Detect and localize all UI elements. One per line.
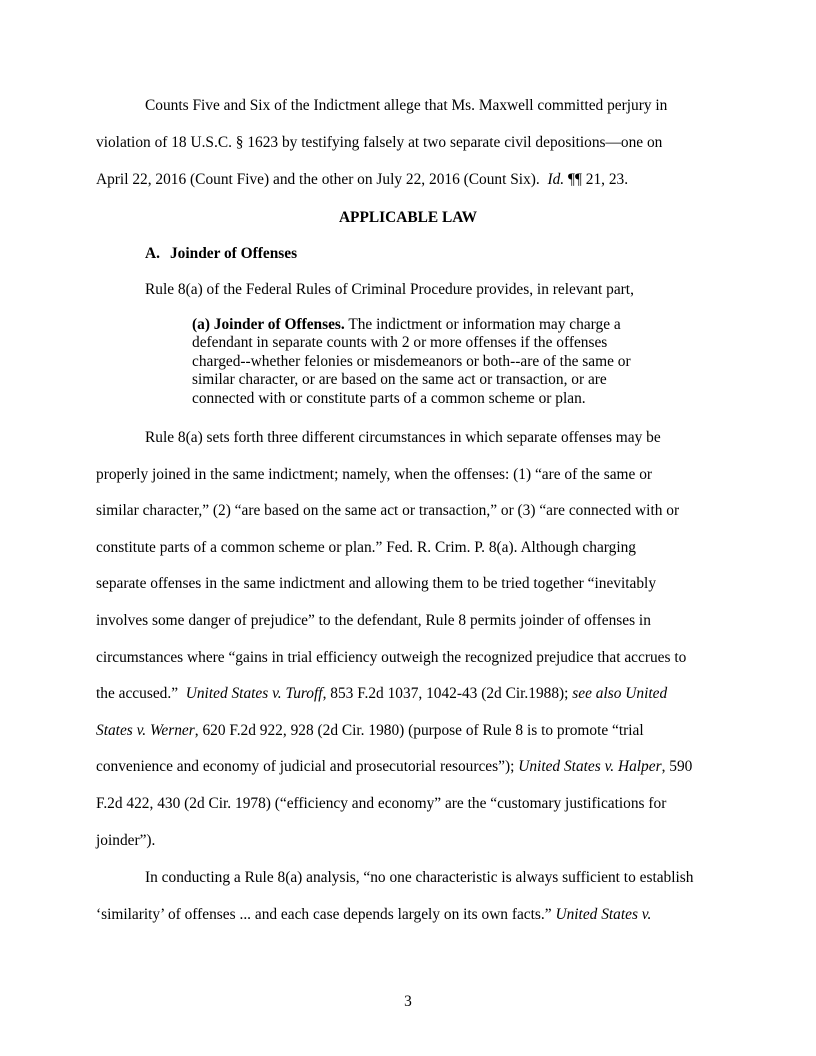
para3-line1: In conducting a Rule 8(a) analysis, “no one characteristic is always sufficient to establish bbox=[145, 869, 694, 886]
case-halper: United States v. Halper bbox=[518, 758, 662, 775]
para2-line4: constitute parts of a common scheme or plan.” Fed. R. Crim. P. 8(a). Although charging bbox=[96, 539, 637, 556]
blockquote-line5: connected with or constitute parts of a common scheme or plan. bbox=[192, 390, 586, 407]
para2-line11: F.2d 422, 430 (2d Cir. 1978) (“efficiency and economy” are the “customary justifications for bbox=[96, 795, 667, 812]
para2-line3: similar character,” (2) “are based on the same act or transaction,” or (3) “are connected with or bbox=[96, 502, 680, 519]
case-werner: States v. Werner bbox=[96, 722, 195, 739]
para2-line2: properly joined in the same indictment; namely, when the offenses: (1) “are of the same or bbox=[96, 466, 653, 483]
para2-line1: Rule 8(a) sets forth three different circumstances in which separate offenses may be bbox=[145, 429, 661, 446]
para2-line6: involves some danger of prejudice” to the defendant, Rule 8 permits joinder of offenses in bbox=[96, 612, 651, 629]
case-united-states-v: United States v. bbox=[555, 906, 652, 923]
para2-line12: joinder”). bbox=[96, 832, 156, 849]
subheading-letter: A. bbox=[145, 245, 160, 262]
intro-line: Rule 8(a) of the Federal Rules of Criminal Procedure provides, in relevant part, bbox=[145, 281, 634, 298]
para1-line3 bbox=[96, 171, 628, 189]
para2-line9-rest: , 620 F.2d 922, 928 (2d Cir. 1980) (purpose of Rule 8 is to promote “trial bbox=[194, 722, 644, 739]
blockquote-line4: similar character, or are based on the same act or transaction, or are bbox=[192, 371, 607, 388]
para3-line2-pre: ‘similarity’ of offenses ... and each case depends largely on its own facts.” bbox=[96, 906, 552, 923]
para2-line5: separate offenses in the same indictment and allowing them to be tried together “inevitably bbox=[96, 575, 657, 592]
case-turoff: United States v. Turoff bbox=[185, 685, 323, 702]
para2-line10 bbox=[96, 758, 692, 776]
para2-line8-pre: the accused.” bbox=[96, 685, 179, 702]
blockquote-line1 bbox=[192, 316, 621, 335]
id-citation: Id. bbox=[547, 171, 565, 188]
para1-line3-paragraphs: ¶¶ 21, 23. bbox=[567, 171, 629, 188]
blockquote-line2: defendant in separate counts with 2 or more offenses if the offenses bbox=[192, 334, 608, 351]
para2-line7: circumstances where “gains in trial efficiency outweigh the recognized prejudice that accrues to bbox=[96, 649, 687, 666]
subheading-title: Joinder of Offenses bbox=[169, 245, 298, 262]
signal-see-also: see also United bbox=[572, 685, 668, 702]
blockquote-line1-rest: The indictment or information may charge a bbox=[348, 316, 621, 333]
blockquote-line3: charged--whether felonies or misdemeanors or both--are of the same or bbox=[192, 353, 631, 370]
para1-line3-text: April 22, 2016 (Count Five) and the other on July 22, 2016 (Count Six). bbox=[96, 171, 540, 188]
para2-line10-pre: convenience and economy of judicial and prosecutorial resources”); bbox=[96, 758, 515, 775]
page-number: 3 bbox=[404, 993, 412, 1010]
para1-line1: Counts Five and Six of the Indictment allege that Ms. Maxwell committed perjury in bbox=[145, 97, 668, 114]
para2-line8 bbox=[96, 685, 667, 703]
para2-line10-post: , 590 bbox=[661, 758, 693, 775]
para2-line9 bbox=[96, 722, 644, 740]
para1-line2: violation of 18 U.S.C. § 1623 by testifying falsely at two separate civil depositions—one on bbox=[96, 134, 663, 151]
para3-line2 bbox=[96, 906, 651, 924]
subheading bbox=[145, 245, 297, 263]
para2-line8-mid: , 853 F.2d 1037, 1042-43 (2d Cir.1988); bbox=[322, 685, 569, 702]
section-heading: APPLICABLE LAW bbox=[338, 209, 478, 226]
blockquote-bold-lead: (a) Joinder of Offenses. bbox=[192, 316, 345, 333]
